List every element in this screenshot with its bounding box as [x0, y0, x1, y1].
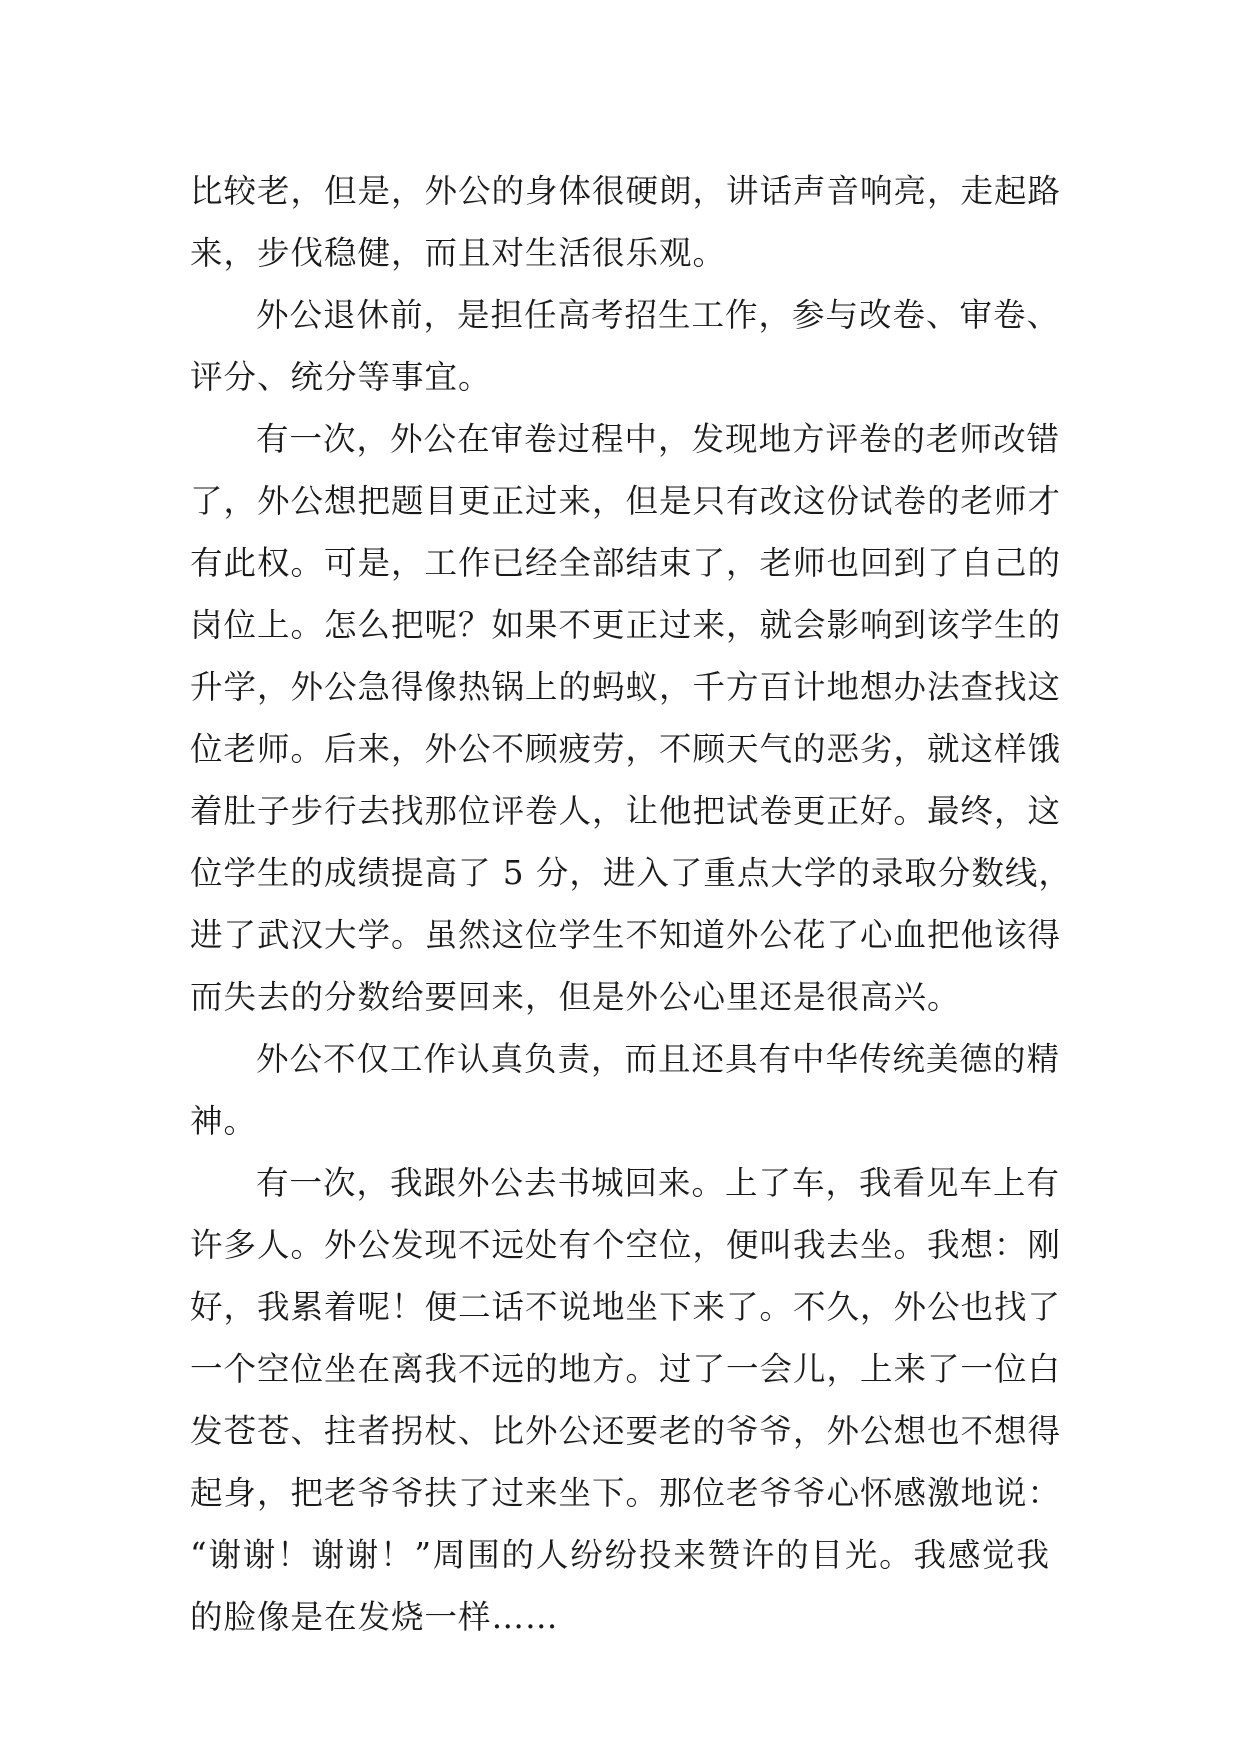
text-line: 比较老，但是，外公的身体很硬朗，讲话声音响亮，走起路 [190, 172, 1062, 210]
text-line: 着肚子步行去找那位评卷人，让他把试卷更正好。最终，这 [190, 792, 1062, 830]
text-line: 神。 [190, 1102, 258, 1140]
text-line: 的脸像是在发烧一样…… [190, 1598, 559, 1636]
document-body [190, 160, 1072, 1648]
text-line: 位学生的成绩提高了 5 分，进入了重点大学的录取分数线， [190, 854, 1072, 892]
text-line: 外公不仅工作认真负责，而且还具有中华传统美德的精 [256, 1040, 1061, 1078]
text-line: 一个空位坐在离我不远的地方。过了一会儿，上来了一位白 [190, 1350, 1062, 1388]
text-line: 岗位上。怎么把呢？如果不更正过来，就会影响到该学生的 [190, 606, 1062, 644]
text-line: 外公退休前，是担任高考招生工作，参与改卷、审卷、 [256, 296, 1061, 334]
text-line: 了，外公想把题目更正过来，但是只有改这份试卷的老师才 [190, 482, 1062, 520]
text-line: 有此权。可是，工作已经全部结束了，老师也回到了自己的 [190, 544, 1062, 582]
text-line: 发苍苍、拄者拐杖、比外公还要老的爷爷，外公想也不想得 [190, 1412, 1062, 1450]
text-line: 评分、统分等事宜。 [190, 358, 492, 396]
text-line: 进了武汉大学。虽然这位学生不知道外公花了心血把他该得 [190, 916, 1062, 954]
text-line: 有一次，外公在审卷过程中，发现地方评卷的老师改错 [256, 420, 1061, 458]
text-line: 来，步伐稳健，而且对生活很乐观。 [190, 234, 727, 272]
text-line: 位老师。后来，外公不顾疲劳，不顾天气的恶劣，就这样饿 [190, 730, 1062, 768]
text-line: 有一次，我跟外公去书城回来。上了车，我看见车上有 [256, 1164, 1061, 1202]
text-line: 许多人。外公发现不远处有个空位，便叫我去坐。我想：刚 [190, 1226, 1062, 1264]
text-line: 好，我累着呢！便二话不说地坐下来了。不久，外公也找了 [190, 1288, 1062, 1326]
text-line: 起身，把老爷爷扶了过来坐下。那位老爷爷心怀感激地说： [190, 1474, 1062, 1512]
text-line: “谢谢！谢谢！”周围的人纷纷投来赞许的目光。我感觉我 [190, 1536, 1050, 1574]
text-line: 升学，外公急得像热锅上的蚂蚁，千方百计地想办法查找这 [190, 668, 1062, 706]
text-line: 而失去的分数给要回来，但是外公心里还是很高兴。 [190, 978, 961, 1016]
